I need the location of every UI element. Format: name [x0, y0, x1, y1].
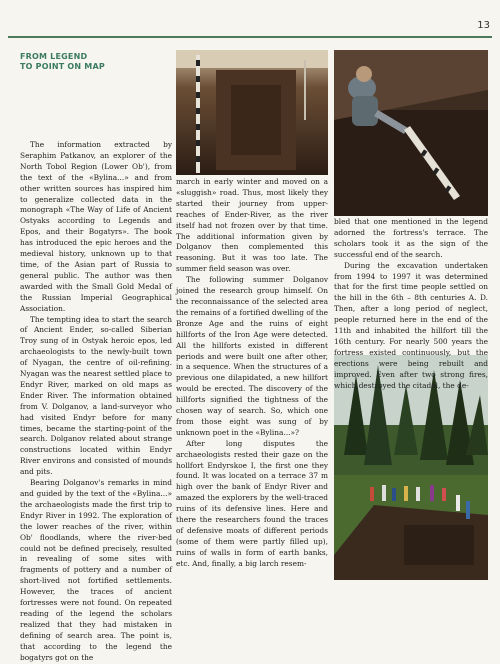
- excavation-trench-illustration: [176, 50, 328, 175]
- page-header: [0, 0, 500, 36]
- archaeologist-at-work-photo: [334, 50, 488, 216]
- column-3-paragraph-1: bled that one mentioned in the legend adorned the fortress's terrace. The scholars took it as the sign of the successful end of the search.: [334, 217, 488, 259]
- section-title-line-2: TO POINT ON MAP: [20, 62, 105, 71]
- text-column-1: [20, 140, 172, 662]
- page-number: 13: [477, 20, 490, 31]
- text-column-2: [176, 177, 328, 582]
- section-title: [20, 52, 170, 72]
- column-1-paragraph-2: The tempting idea to start the search of Ancient Ender, so-called Siberian Troy sung of in Ostyak heroic epos, led archaeologists to the newly-built town of Nyagan, the centre of oil-refining. Nyagan was the nearest settled place to Endyr River, marked on old maps as Ender River. The information obtained from V. Dolganov, a land-surveyor who had visited Endyr before for many times, became the starting-point of the search. Dolganov related about strange constructions located within Endyr River environs and consisted of mounds and pits.: [20, 314, 172, 477]
- column-2-paragraph-2: The following summer Dolganov joined the research group himself. On the reconnaissance of the selected area the remains of a fortified dwelling of the Bronze Age and the ruins of eight hillforts of the Iron Age were detected. All the hillforts existed in different periods and were built one after other, in a sequence. When the structures of a previous one dilapidated, a new hillfort would be erected. The discovery of the hillforts signified the tightness of the chosen way of search. So, which one from those eight was sung of by unknown poet in the «Bylina...»?: [176, 275, 328, 437]
- excavation-trench-photo: [176, 50, 328, 175]
- column-2-paragraph-1: march in early winter and moved on a «sluggish» road. Thus, most likely they started their journey from upper-reaches of Ender-River, as the river itself had not frozen over by that time. The additional information given by Dolganov then complemented this reasoning. But it was too late. The summer field season was over.: [176, 177, 328, 274]
- column-2-paragraph-3: After long disputes the archaeologists rested their gaze on the hollfort Endyrskoe I, the first one they found. It was located on a terrace 37 m high over the bank of Endyr River and amazed the explorers by the well-traced ruins of its defensive lines. Here and there the researchers found the traces of defensive moats of different periods (some of them were partly filled up), ruins of walls in form of earth banks, etc. And, finally, a big larch resem-: [176, 438, 328, 568]
- column-3-paragraph-2: During the excavation undertaken from 1994 to 1997 it was determined that for the first time people settled on the hill in the 6th – 8th centuries A. D. Then, after a long period of neglect, people returned here in the end of the 11th and inhabited the hillfort till the 16th century. For nearly 500 years the fortress existed continuously, but the erections were being rebuilt and improved. Even after two strong fires, which destroyed the citadel, the de-: [334, 260, 488, 390]
- header-rule: [8, 36, 492, 38]
- section-title-line-1: FROM LEGEND: [20, 52, 88, 61]
- archaeologist-illustration: [334, 50, 488, 216]
- text-column-3: [334, 217, 488, 390]
- column-1-paragraph-1: The information extracted by Seraphim Patkanov, an explorer of the North Tobol Region (Lower Ob'), from the text of the «Bylina...» and from other written sources has inspired him to generalize collected data in the monograph «The Way of Life of Ancient Ostyaks according to Legends and Epos, and their Bogatyrs». The book has introduced the epic heroes and the medieval history, unknown up to that time, of the Asian part of Russia to general public. The author was then awarded with the Small Gold Medal of the Russian Imperial Geographical Association.: [20, 140, 172, 313]
- column-1-paragraph-3: Bearing Dolganov's remarks in mind and guided by the text of the «Bylina...» the archaeologists made the first trip to Endyr River in 1992. The exploration of the lower reaches of the river, within Ob' floodlands, where the river-bed could not be defined precisely, resulted in revealing of some sites with fragments of pottery and a number of short-lived not fortified settlements. However, the traces of ancient fortresses were not found. On repeated reading of the legend the scholars realized that they had mistaken in defining of search area. The point is, that according to the legend the bogatyrs got on the: [20, 478, 172, 662]
